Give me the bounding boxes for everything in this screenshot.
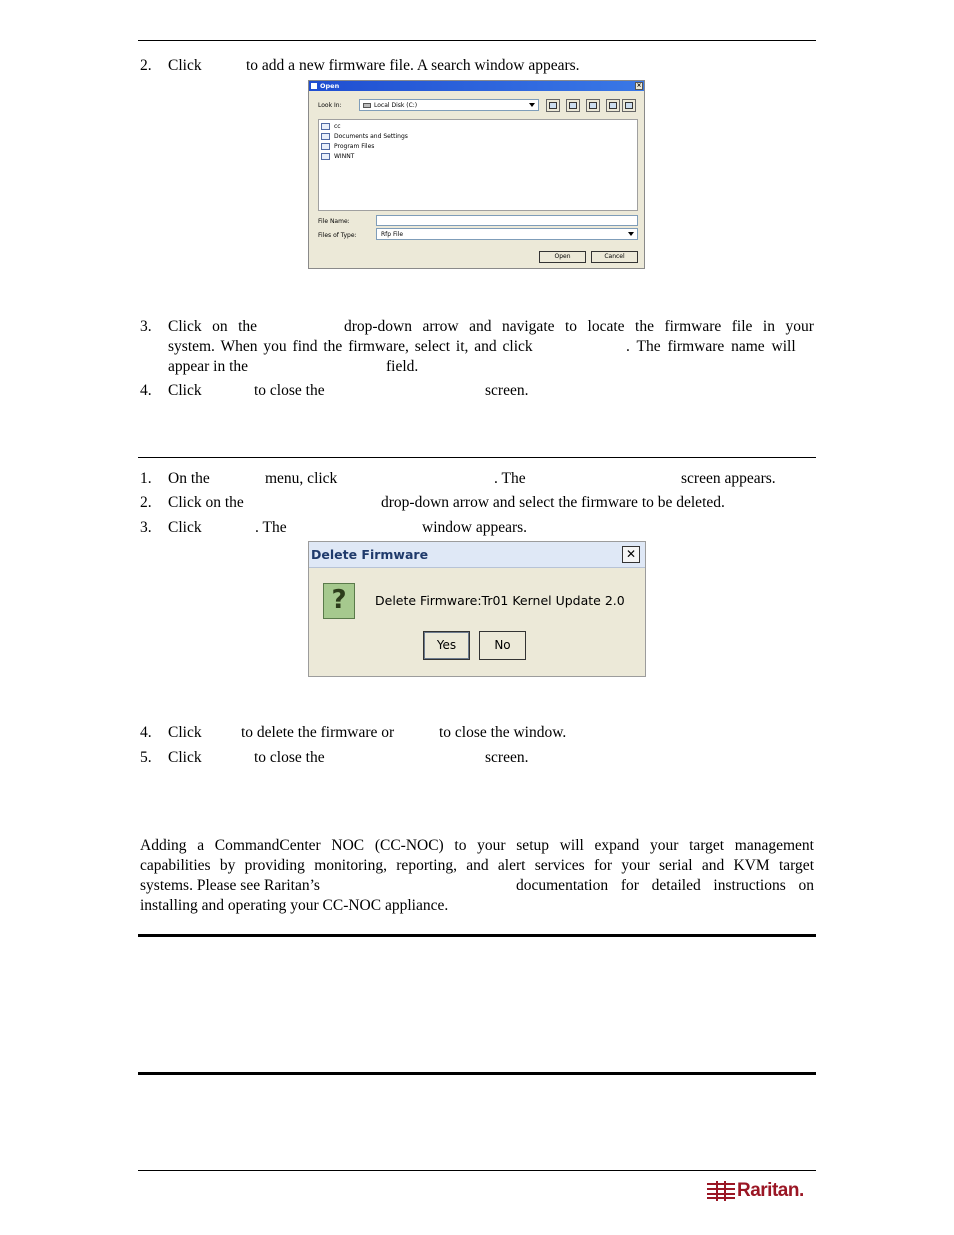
yes-button[interactable]: Yes [423,631,470,660]
folder-icon [321,143,330,150]
step-text: to close the window. [439,724,567,741]
folder-icon [321,153,330,160]
folder-icon [321,133,330,140]
close-icon[interactable]: ✕ [622,546,640,563]
step-text: Click on the drop-down arrow and navigate to locate the firmware file in your [168,318,814,335]
delete-firmware-dialog [308,541,646,677]
files-of-type-label: Files of Type: [318,232,357,239]
look-in-select[interactable] [359,99,539,111]
no-button[interactable]: No [479,631,526,660]
step-text: Click on the [168,494,244,511]
step-number: 1. [140,470,152,487]
step-number: 4. [140,724,152,741]
delete-dialog-titlebar [309,542,645,568]
step-text: to add a new firmware file. A search window appears. [246,57,580,74]
step-text: . The firmware name will [626,338,796,355]
open-dialog-title: Open [320,82,340,90]
files-of-type-value: Rfp File [381,231,404,238]
step-number: 3. [140,318,152,335]
step-number: 5. [140,749,152,766]
drive-icon [363,103,371,108]
paragraph-line: capabilities by providing monitoring, reporting, and alert services for your serial and KVM target [140,857,814,874]
paragraph-line: documentation for detailed instructions on [516,877,814,894]
step-text: screen. [485,382,529,399]
step-number: 2. [140,57,152,74]
delete-dialog-title: Delete Firmware [311,547,429,562]
step-text: field. [386,358,419,375]
paragraph-line: installing and operating your CC-NOC appliance. [140,897,449,914]
chevron-down-icon[interactable] [529,103,535,107]
thick-rule-2 [138,1072,816,1075]
delete-message: Delete Firmware:Tr01 Kernel Update 2.0 [375,593,625,608]
cancel-button[interactable]: Cancel [591,251,638,263]
open-dialog [308,80,645,269]
step-text: appear in the [168,358,249,375]
step-text: Click [168,382,202,399]
step-text: screen appears. [681,470,776,487]
paragraph-line: systems. Please see Raritan’s [140,877,320,894]
top-rule [138,40,816,41]
step-text: screen. [485,749,529,766]
raritan-mark-icon [707,1183,735,1199]
home-icon[interactable] [566,99,580,112]
new-folder-icon[interactable] [586,99,600,112]
step-number: 3. [140,519,152,536]
details-view-icon[interactable] [622,99,636,112]
open-button[interactable]: Open [539,251,586,263]
list-view-icon[interactable] [606,99,620,112]
close-icon[interactable]: × [636,82,642,89]
look-in-value: Local Disk (C:) [374,102,418,109]
footer-rule [138,1170,816,1171]
step-text: . The [494,470,526,487]
java-icon [311,83,317,89]
step-text: Click [168,749,202,766]
question-icon: ? [323,583,355,619]
step-text: to close the [254,749,325,766]
step-text: . The [255,519,287,536]
step-text: Click [168,519,202,536]
step-text: menu, click [265,470,338,487]
paragraph-line: Adding a CommandCenter NOC (CC-NOC) to your setup will expand your target management [140,837,814,854]
file-list[interactable]: cc Documents and Settings Program Files WINNT [318,119,638,211]
step-text: system. When you find the firmware, select it, and click [168,338,533,355]
step-text: Click [168,57,202,74]
step-text: drop-down arrow and select the firmware to be deleted. [381,494,725,511]
look-in-label: Look In: [318,102,342,109]
files-of-type-select[interactable] [376,228,638,240]
chevron-down-icon[interactable] [628,232,634,236]
thick-rule-1 [138,934,816,937]
step-text: to delete the firmware or [241,724,395,741]
step-text: On the [168,470,210,487]
file-name-label: File Name: [318,218,350,225]
open-dialog-titlebar [309,81,644,91]
step-text: Click [168,724,202,741]
step-number: 4. [140,382,152,399]
step-text: window appears. [422,519,528,536]
section-rule-2 [138,457,816,458]
raritan-logo [707,1180,811,1202]
step-number: 2. [140,494,152,511]
up-folder-icon[interactable] [546,99,560,112]
raritan-wordmark: Raritan. [737,1180,804,1201]
file-name-field[interactable] [376,215,638,226]
step-text: to close the [254,382,325,399]
folder-icon [321,123,330,130]
